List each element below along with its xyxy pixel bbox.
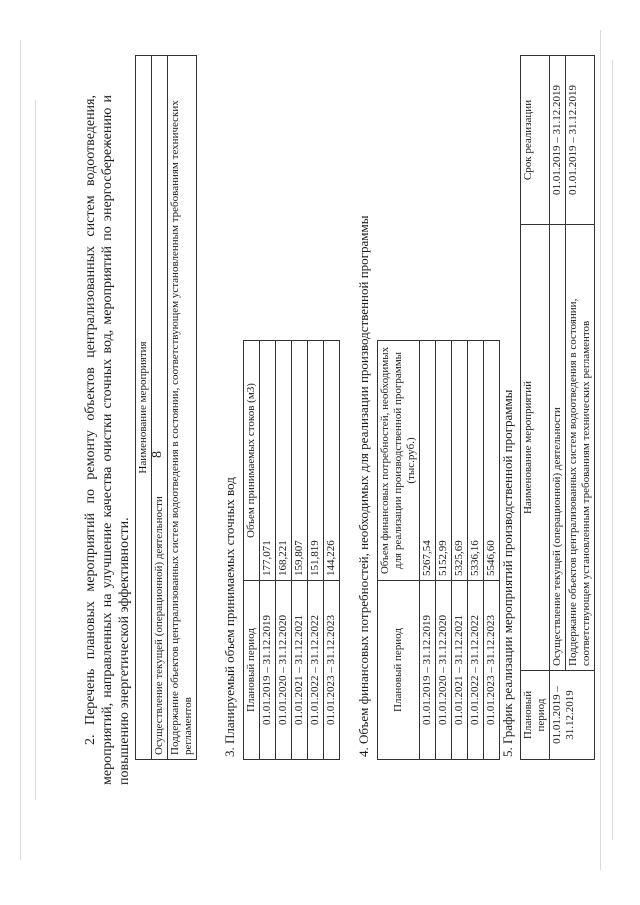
financial-needs-table <box>377 340 500 760</box>
section2-title: 2. Перечень плановых мероприятий по ремонту объектов централизованных систем водоотведения, мероприятий, направленных на улучшение качества очистки сточных вод, мероприятий по энергосбережению и повышению энергетической эффективности. <box>83 95 132 785</box>
schedule-header-measure: Наименование мероприятий <box>521 225 550 671</box>
measures-row-0: Осуществление текущей (операционной) деятельности <box>152 56 168 760</box>
volume-value-1: 168,221 <box>276 341 292 581</box>
finance-value-0: 5267,54 <box>420 341 436 581</box>
schedule-term-1: 01.01.2019 – 31.12.2019 <box>566 56 595 225</box>
volume-period-0: 01.01.2019 – 31.12.2019 <box>260 581 276 760</box>
volume-period-1: 01.01.2020 – 31.12.2020 <box>276 581 292 760</box>
finance-value-3: 5336,16 <box>468 341 484 581</box>
schedule-header-term: Срок реализации <box>521 56 550 225</box>
section5-title: 5. График реализации мероприятий производственной программы <box>500 389 515 757</box>
schedule-period: 01.01.2019 – 31.12.2019 <box>550 671 595 760</box>
page-number-label: 8 <box>150 451 165 458</box>
volume-header-period: Плановый период <box>244 581 260 760</box>
finance-period-3: 01.01.2022 – 31.12.2022 <box>468 581 484 760</box>
finance-value-2: 5325,69 <box>452 341 468 581</box>
finance-header-period: Плановый период <box>378 581 420 760</box>
schedule-term-0: 01.01.2019 – 31.12.2019 <box>550 56 566 225</box>
measures-table <box>135 55 197 760</box>
volume-period-3: 01.01.2022 – 31.12.2022 <box>308 581 324 760</box>
finance-period-4: 01.01.2023 – 31.12.2023 <box>484 581 500 760</box>
measures-header: Наименование мероприятия <box>136 56 152 760</box>
section3-title: 3. Планируемый объем принимаемых сточных вод <box>222 477 237 757</box>
volume-value-2: 159,807 <box>292 341 308 581</box>
volume-value-4: 144,226 <box>324 341 340 581</box>
schedule-header-period: Плановый период <box>521 671 550 760</box>
schedule-measure-1: Поддержание объектов централизованных систем водоотведения в состоянии, соответствующем установленным требованиям технических регламентов <box>566 225 595 671</box>
finance-value-1: 5152,99 <box>436 341 452 581</box>
wastewater-volume-table <box>243 340 340 760</box>
finance-value-4: 5546,60 <box>484 341 500 581</box>
volume-value-3: 151,819 <box>308 341 324 581</box>
schedule-table <box>520 55 595 760</box>
volume-period-4: 01.01.2023 – 31.12.2023 <box>324 581 340 760</box>
volume-period-2: 01.01.2021 – 31.12.2021 <box>292 581 308 760</box>
schedule-measure-0: Осуществление текущей (операционной) деятельности <box>550 225 566 671</box>
finance-period-1: 01.01.2020 – 31.12.2020 <box>436 581 452 760</box>
measures-row-1: Поддержание объектов централизованных систем водоотведения в состоянии, соответствующем установленным требованиям технических регламентов <box>168 56 197 760</box>
volume-header-value: Объем принимаемых стоков (м3) <box>244 341 260 581</box>
volume-value-0: 177,071 <box>260 341 276 581</box>
section4-title: 4. Объем финансовых потребностей, необходимых для реализации производственной программы <box>356 215 371 757</box>
finance-period-0: 01.01.2019 – 31.12.2019 <box>420 581 436 760</box>
finance-header-value: Объем финансовых потребностей, необходимых для реализации производственной программы (тыс.руб.) <box>378 341 420 581</box>
finance-period-2: 01.01.2021 – 31.12.2021 <box>452 581 468 760</box>
